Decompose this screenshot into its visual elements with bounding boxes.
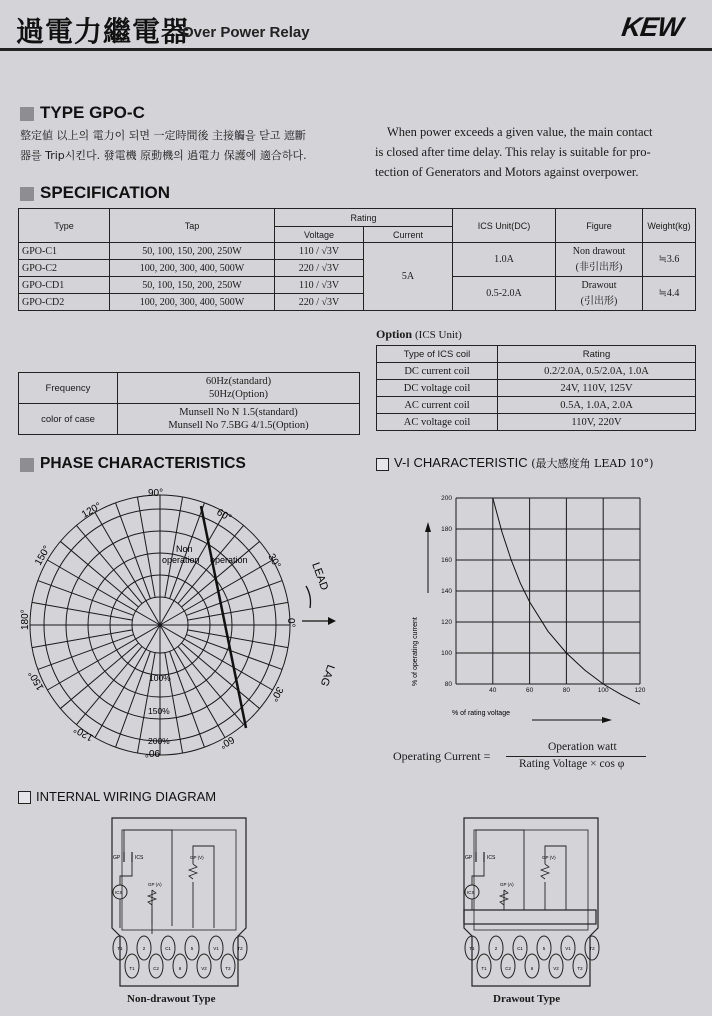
cell-ics: 0.5-2.0A (453, 277, 556, 311)
page-title: 過電力繼電器 (16, 15, 191, 48)
ics-coil-label: ICS (467, 890, 475, 895)
operation-label: operation (210, 555, 248, 565)
cell-current: 5A (364, 243, 453, 311)
y-tick-label: 200 (441, 495, 452, 502)
formula-lhs: Operating Current = (393, 749, 491, 763)
phase-grid-spoke (116, 651, 151, 747)
inner-frame (474, 830, 588, 930)
type-desc-en-1: When power exceeds a given value, the main contact (387, 125, 653, 139)
type-desc-ko-1: 整定値 以上의 電力이 되면 一定時間後 主接觸을 닫고 遮斷 (20, 129, 306, 142)
radius-150: 150% (148, 706, 170, 716)
section-marker (20, 187, 34, 201)
table-row (377, 397, 696, 414)
terminal-bottom-label: C2 (505, 966, 511, 971)
freq-option: 50Hz(Option) (209, 389, 268, 400)
angle-150: 150° (33, 544, 53, 568)
angle-180: 180° (20, 609, 31, 630)
cell-figure (556, 243, 643, 277)
x-tick-label: 100 (597, 687, 609, 694)
cell-coil: DC current coil (377, 363, 498, 380)
drawout-terminal-strip (464, 910, 596, 924)
y-tick-label: 140 (441, 588, 452, 595)
vi-heading-sub: (最大感度角 LEAD 10°) (531, 457, 654, 470)
cell-figure (556, 277, 643, 311)
lag-label: LAG (317, 662, 337, 688)
angle-90-lag: 90° (144, 747, 160, 758)
cell-weight: ≒3.6 (643, 243, 696, 277)
non-operation-label: Non (176, 544, 193, 554)
spec-heading: SPECIFICATION (40, 183, 171, 202)
x-tick-label: 60 (525, 687, 534, 694)
terminal-top-label: T1 (117, 946, 123, 951)
option-title-sub: (ICS Unit) (415, 329, 462, 341)
option-title-main: Option (376, 327, 413, 341)
terminal-top-label: T1 (469, 946, 475, 951)
gp-v-label: GP (V) (190, 855, 204, 860)
ics-coil-label: ICS (115, 890, 123, 895)
gp-v-label: GP (V) (542, 855, 556, 860)
terminal-bottom-label: T1 (481, 966, 487, 971)
terminal-bottom-label: V2 (201, 966, 207, 971)
x-tick-label: 40 (489, 687, 497, 694)
cell-weight: ≒4.4 (643, 277, 696, 311)
y-axis-arrowhead (425, 522, 431, 532)
nondrawout-label: Non-drawout Type (127, 993, 216, 1005)
radius-200: 200% (148, 736, 170, 746)
angle-30: 30° (265, 552, 283, 571)
voltage-coil (541, 864, 549, 879)
col-ics-type: Type of ICS coil (377, 346, 498, 363)
type-desc-ko-2: 器를 Trip시킨다. 發電機 原動機의 過電力 保護에 適合하다. (20, 149, 307, 162)
terminal-bottom-label: C2 (153, 966, 159, 971)
wiring-nondrawout (104, 816, 254, 988)
phase-grid-spoke (116, 503, 151, 599)
section-marker (20, 107, 34, 121)
phase-grid-spoke (38, 581, 134, 616)
case-label: color of case (19, 404, 118, 435)
angle-60-lag: 60° (217, 733, 236, 751)
x-tick-label: 120 (634, 687, 646, 694)
angle-150-lag: 150° (26, 668, 47, 692)
formula-denominator: Rating Voltage × cos φ (519, 758, 625, 770)
col-tap: Tap (110, 209, 275, 243)
y-tick-label: 100 (441, 650, 452, 657)
formula-bar (506, 756, 646, 757)
radius-100: 100% (149, 673, 171, 683)
terminal-top-label: 5 (190, 946, 194, 951)
x-axis-arrowhead (602, 717, 612, 723)
terminal-top-label: C1 (165, 946, 171, 951)
lead-arrow (306, 586, 311, 608)
cell-coil: DC voltage coil (377, 380, 498, 397)
table-row (377, 363, 696, 380)
cell-voltage: 110 / √3V (275, 277, 364, 294)
cell-type: GPO-CD1 (19, 277, 110, 294)
col-current: Current (364, 227, 453, 243)
figure-label-cjk: (引出形) (580, 295, 618, 307)
col-type: Type (19, 209, 110, 243)
cell-tap: 50, 100, 150, 200, 250W (110, 243, 275, 260)
option-table (376, 345, 696, 431)
vi-heading-main: V-I CHARACTERISTIC (394, 455, 528, 470)
vi-chart (404, 488, 654, 748)
type-desc-en-2: is closed after time delay. This relay is suitable for pro- (375, 145, 651, 159)
terminal-top-label: 5 (542, 946, 546, 951)
angle-0: 0° (285, 618, 296, 628)
terminal-top-label: T2 (589, 946, 595, 951)
terminal-top-label: V1 (565, 946, 571, 951)
col-voltage: Voltage (275, 227, 364, 243)
y-tick-label: 160 (441, 557, 452, 564)
relay-case-outline (464, 818, 598, 986)
brand-logo: KEW (619, 12, 685, 42)
type-heading: TYPE GPO-C (40, 103, 145, 122)
cell-rating: 0.2/2.0A, 0.5/2.0A, 1.0A (498, 363, 696, 380)
cell-type: GPO-C1 (19, 243, 110, 260)
vi-heading (394, 455, 653, 471)
ics-label: ICS (135, 855, 144, 861)
freq-standard: 60Hz(standard) (205, 376, 272, 387)
phase-heading: PHASE CHARACTERISTICS (40, 455, 246, 472)
non-operation-label-2: operation (162, 555, 200, 565)
wires (120, 830, 214, 934)
spec-table (18, 208, 696, 311)
terminal-bottom-label: T2 (225, 966, 231, 971)
table-row (377, 414, 696, 431)
col-weight: Weight(kg) (643, 209, 696, 243)
col-ics: ICS Unit(DC) (453, 209, 556, 243)
zero-arrowhead (328, 617, 336, 625)
gp-a-label: GP (A) (500, 882, 514, 887)
wiring-drawout (456, 816, 606, 988)
phase-grid-spoke (38, 635, 134, 670)
cell-tap: 100, 200, 300, 400, 500W (110, 260, 275, 277)
lead-label: LEAD (309, 560, 331, 593)
terminal-bottom-label: 6 (530, 966, 534, 971)
figure-label: Drawout (581, 279, 617, 291)
y-axis-label: % of operating current (412, 617, 419, 686)
page-subtitle: Over Power Relay (182, 24, 310, 41)
terminal-top-label: V1 (213, 946, 219, 951)
terminal-top-label: T2 (237, 946, 243, 951)
relay-case-outline (112, 818, 246, 986)
col-figure: Figure (556, 209, 643, 243)
table-row (377, 380, 696, 397)
cell-rating: 24V, 110V, 125V (498, 380, 696, 397)
ics-label: ICS (487, 855, 496, 861)
cell-type: GPO-CD2 (19, 294, 110, 311)
x-tick-label: 80 (562, 687, 571, 694)
inner-frame (122, 830, 236, 930)
angle-120: 120° (80, 500, 104, 521)
cell-coil: AC current coil (377, 397, 498, 414)
freq-values (118, 373, 360, 404)
terminal-top-label: 2 (494, 946, 498, 951)
y-tick-label: 80 (444, 681, 452, 688)
phase-grid-spoke (188, 630, 288, 648)
col-rating: Rating (275, 209, 453, 227)
gp-label: GP (113, 855, 121, 861)
cell-voltage: 220 / √3V (275, 260, 364, 277)
col-option-rating: Rating (498, 346, 696, 363)
y-tick-label: 180 (441, 526, 452, 533)
header-rule (0, 48, 712, 51)
phase-grid-spoke (170, 651, 205, 747)
phase-grid-spoke (32, 630, 132, 648)
section-marker (376, 458, 389, 471)
drawout-label: Drawout Type (493, 993, 561, 1005)
table-row (19, 277, 696, 294)
gp-label: GP (465, 855, 473, 861)
case-option: Munsell No 7.5BG 4/1.5(Option) (168, 420, 309, 431)
phase-grid-spoke (186, 581, 282, 616)
terminal-bottom-label: T1 (129, 966, 135, 971)
type-desc-en-3: tection of Generators and Motors against overpower. (375, 165, 639, 179)
angle-30-lag: 30° (267, 684, 285, 704)
case-standard: Munsell No N 1.5(standard) (179, 407, 298, 418)
cell-rating: 110V, 220V (498, 414, 696, 431)
terminal-bottom-label: T2 (577, 966, 583, 971)
freq-label: Frequency (19, 373, 118, 404)
section-marker (18, 791, 31, 804)
cell-voltage: 110 / √3V (275, 243, 364, 260)
formula-numerator: Operation watt (548, 741, 617, 753)
cell-tap: 50, 100, 150, 200, 250W (110, 277, 275, 294)
angle-60: 60° (214, 507, 234, 525)
cell-rating: 0.5A, 1.0A, 2.0A (498, 397, 696, 414)
figure-label-cjk: (非引出形) (575, 261, 623, 273)
phase-diagram (0, 478, 340, 778)
cell-type: GPO-C2 (19, 260, 110, 277)
y-tick-label: 120 (441, 619, 452, 626)
voltage-coil (189, 864, 197, 879)
terminal-bottom-label: 6 (178, 966, 182, 971)
cell-tap: 100, 200, 300, 400, 500W (110, 294, 275, 311)
cell-coil: AC voltage coil (377, 414, 498, 431)
option-title (376, 327, 462, 342)
terminal-top-label: C1 (517, 946, 523, 951)
cell-voltage: 220 / √3V (275, 294, 364, 311)
wiring-heading: INTERNAL WIRING DIAGRAM (36, 789, 217, 804)
angle-120-lag: 120° (72, 723, 96, 743)
figure-label: Non drawout (572, 245, 626, 257)
phase-grid-spoke (137, 497, 155, 597)
wires (472, 830, 566, 910)
cell-ics: 1.0A (453, 243, 556, 277)
terminal-bottom-label: V2 (553, 966, 559, 971)
x-axis-label: % of rating voltage (452, 710, 510, 717)
angle-90: 90° (148, 488, 164, 499)
section-marker (20, 458, 34, 472)
case-values (118, 404, 360, 435)
terminal-top-label: 2 (142, 946, 146, 951)
table-row (19, 243, 696, 260)
gp-a-label: GP (A) (148, 882, 162, 887)
phase-grid-spoke (32, 602, 132, 620)
freq-table (18, 372, 360, 435)
phase-grid-spoke (188, 602, 288, 620)
